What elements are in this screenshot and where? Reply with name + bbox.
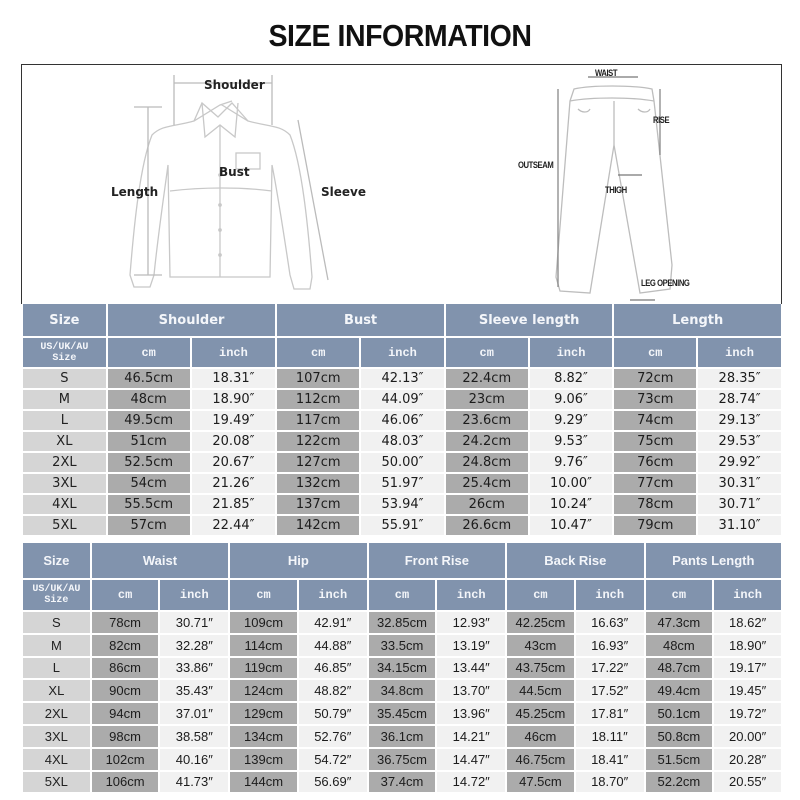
unit-cm: cm bbox=[230, 580, 297, 610]
cm-value-cell: 142cm bbox=[277, 516, 359, 535]
group-header-front-rise: Front Rise bbox=[369, 543, 505, 578]
group-header-bust: Bust bbox=[277, 304, 444, 336]
size-cell: M bbox=[23, 390, 106, 409]
page-title: SIZE INFORMATION bbox=[268, 18, 532, 53]
cm-value-cell: 47.3cm bbox=[646, 612, 713, 633]
cm-value-cell: 107cm bbox=[277, 369, 359, 388]
inch-value-cell: 30.71″ bbox=[160, 612, 228, 633]
unit-cm: cm bbox=[277, 338, 359, 367]
cm-value-cell: 51.5cm bbox=[646, 749, 713, 770]
table-row bbox=[23, 749, 781, 770]
inch-value-cell: 13.19″ bbox=[437, 635, 505, 656]
size-header: Size bbox=[23, 304, 106, 336]
inch-value-cell: 18.90″ bbox=[192, 390, 276, 409]
size-cell: L bbox=[23, 411, 106, 430]
inch-value-cell: 19.72″ bbox=[714, 703, 781, 724]
shirt-drawing bbox=[130, 75, 328, 289]
inch-value-cell: 46.06″ bbox=[361, 411, 444, 430]
cm-value-cell: 37.4cm bbox=[369, 772, 436, 793]
unit-cm: cm bbox=[446, 338, 528, 367]
group-header-pants-length: Pants Length bbox=[646, 543, 781, 578]
table-row bbox=[23, 453, 781, 472]
inch-value-cell: 40.16″ bbox=[160, 749, 228, 770]
inch-value-cell: 19.17″ bbox=[714, 658, 781, 679]
group-header-row bbox=[23, 543, 781, 578]
cm-value-cell: 82cm bbox=[92, 635, 159, 656]
cm-value-cell: 54cm bbox=[108, 474, 190, 493]
inch-value-cell: 35.43″ bbox=[160, 680, 228, 701]
inch-value-cell: 18.11″ bbox=[576, 726, 644, 747]
inch-value-cell: 46.85″ bbox=[299, 658, 367, 679]
cm-value-cell: 50.1cm bbox=[646, 703, 713, 724]
unit-inch: inch bbox=[160, 580, 228, 610]
cm-value-cell: 102cm bbox=[92, 749, 159, 770]
label-waist: WAIST bbox=[595, 68, 618, 78]
inch-value-cell: 31.10″ bbox=[698, 516, 781, 535]
cm-value-cell: 46.75cm bbox=[507, 749, 574, 770]
unit-header-row bbox=[23, 580, 781, 610]
label-bust: Bust bbox=[219, 165, 250, 179]
size-cell: 2XL bbox=[23, 703, 90, 724]
cm-value-cell: 127cm bbox=[277, 453, 359, 472]
inch-value-cell: 56.69″ bbox=[299, 772, 367, 793]
cm-value-cell: 114cm bbox=[230, 635, 297, 656]
size-cell: 4XL bbox=[23, 495, 106, 514]
group-header-row bbox=[23, 304, 781, 336]
cm-value-cell: 36.1cm bbox=[369, 726, 436, 747]
label-length: Length bbox=[111, 185, 159, 199]
inch-value-cell: 18.62″ bbox=[714, 612, 781, 633]
unit-inch: inch bbox=[714, 580, 781, 610]
size-subheader-line2: Size bbox=[44, 595, 69, 606]
size-cell: S bbox=[23, 369, 106, 388]
inch-value-cell: 28.74″ bbox=[698, 390, 781, 409]
inch-value-cell: 51.97″ bbox=[361, 474, 444, 493]
cm-value-cell: 42.25cm bbox=[507, 612, 574, 633]
unit-header-row bbox=[23, 338, 781, 367]
cm-value-cell: 45.25cm bbox=[507, 703, 574, 724]
cm-value-cell: 48cm bbox=[108, 390, 190, 409]
cm-value-cell: 32.85cm bbox=[369, 612, 436, 633]
table-row bbox=[23, 516, 781, 535]
cm-value-cell: 86cm bbox=[92, 658, 159, 679]
table-row bbox=[23, 411, 781, 430]
cm-value-cell: 47.5cm bbox=[507, 772, 574, 793]
inch-value-cell: 21.26″ bbox=[192, 474, 276, 493]
size-cell: 5XL bbox=[23, 772, 90, 793]
cm-value-cell: 144cm bbox=[230, 772, 297, 793]
cm-value-cell: 44.5cm bbox=[507, 680, 574, 701]
cm-value-cell: 78cm bbox=[92, 612, 159, 633]
size-cell: XL bbox=[23, 680, 90, 701]
size-cell: 2XL bbox=[23, 453, 106, 472]
table-row bbox=[23, 369, 781, 388]
cm-value-cell: 124cm bbox=[230, 680, 297, 701]
table-row bbox=[23, 635, 781, 656]
inch-value-cell: 20.67″ bbox=[192, 453, 276, 472]
group-header-length: Length bbox=[614, 304, 781, 336]
table-row bbox=[23, 390, 781, 409]
inch-value-cell: 21.85″ bbox=[192, 495, 276, 514]
unit-inch: inch bbox=[437, 580, 505, 610]
shirt-size-table bbox=[21, 302, 783, 537]
inch-value-cell: 30.31″ bbox=[698, 474, 781, 493]
size-cell: M bbox=[23, 635, 90, 656]
cm-value-cell: 48.7cm bbox=[646, 658, 713, 679]
inch-value-cell: 44.88″ bbox=[299, 635, 367, 656]
unit-inch: inch bbox=[361, 338, 444, 367]
cm-value-cell: 49.5cm bbox=[108, 411, 190, 430]
inch-value-cell: 18.70″ bbox=[576, 772, 644, 793]
cm-value-cell: 117cm bbox=[277, 411, 359, 430]
size-cell: 3XL bbox=[23, 726, 90, 747]
group-header-shoulder: Shoulder bbox=[108, 304, 276, 336]
inch-value-cell: 52.76″ bbox=[299, 726, 367, 747]
table-row bbox=[23, 658, 781, 679]
inch-value-cell: 14.47″ bbox=[437, 749, 505, 770]
size-subheader-line2: Size bbox=[52, 352, 77, 364]
cm-value-cell: 132cm bbox=[277, 474, 359, 493]
cm-value-cell: 26cm bbox=[446, 495, 528, 514]
cm-value-cell: 46cm bbox=[507, 726, 574, 747]
size-cell: XL bbox=[23, 432, 106, 451]
inch-value-cell: 50.00″ bbox=[361, 453, 444, 472]
cm-value-cell: 36.75cm bbox=[369, 749, 436, 770]
inch-value-cell: 13.70″ bbox=[437, 680, 505, 701]
cm-value-cell: 109cm bbox=[230, 612, 297, 633]
cm-value-cell: 55.5cm bbox=[108, 495, 190, 514]
inch-value-cell: 20.08″ bbox=[192, 432, 276, 451]
table-row bbox=[23, 432, 781, 451]
cm-value-cell: 22.4cm bbox=[446, 369, 528, 388]
inch-value-cell: 29.13″ bbox=[698, 411, 781, 430]
group-header-sleeve-length: Sleeve length bbox=[446, 304, 613, 336]
size-cell: S bbox=[23, 612, 90, 633]
table-row bbox=[23, 680, 781, 701]
unit-cm: cm bbox=[507, 580, 574, 610]
inch-value-cell: 14.21″ bbox=[437, 726, 505, 747]
inch-value-cell: 12.93″ bbox=[437, 612, 505, 633]
inch-value-cell: 41.73″ bbox=[160, 772, 228, 793]
inch-value-cell: 38.58″ bbox=[160, 726, 228, 747]
inch-value-cell: 18.90″ bbox=[714, 635, 781, 656]
cm-value-cell: 119cm bbox=[230, 658, 297, 679]
size-cell: 3XL bbox=[23, 474, 106, 493]
inch-value-cell: 14.72″ bbox=[437, 772, 505, 793]
label-outseam: OUTSEAM bbox=[518, 160, 554, 170]
inch-value-cell: 19.49″ bbox=[192, 411, 276, 430]
cm-value-cell: 52.5cm bbox=[108, 453, 190, 472]
inch-value-cell: 18.41″ bbox=[576, 749, 644, 770]
cm-value-cell: 112cm bbox=[277, 390, 359, 409]
inch-value-cell: 9.06″ bbox=[530, 390, 613, 409]
unit-inch: inch bbox=[698, 338, 781, 367]
inch-value-cell: 20.55″ bbox=[714, 772, 781, 793]
cm-value-cell: 34.15cm bbox=[369, 658, 436, 679]
inch-value-cell: 28.35″ bbox=[698, 369, 781, 388]
inch-value-cell: 16.93″ bbox=[576, 635, 644, 656]
unit-cm: cm bbox=[108, 338, 190, 367]
inch-value-cell: 29.92″ bbox=[698, 453, 781, 472]
cm-value-cell: 33.5cm bbox=[369, 635, 436, 656]
inch-value-cell: 53.94″ bbox=[361, 495, 444, 514]
inch-value-cell: 17.22″ bbox=[576, 658, 644, 679]
cm-value-cell: 106cm bbox=[92, 772, 159, 793]
cm-value-cell: 78cm bbox=[614, 495, 696, 514]
inch-value-cell: 33.86″ bbox=[160, 658, 228, 679]
unit-inch: inch bbox=[576, 580, 644, 610]
inch-value-cell: 29.53″ bbox=[698, 432, 781, 451]
unit-cm: cm bbox=[646, 580, 713, 610]
measurement-diagram bbox=[21, 64, 782, 304]
inch-value-cell: 16.63″ bbox=[576, 612, 644, 633]
cm-value-cell: 72cm bbox=[614, 369, 696, 388]
inch-value-cell: 8.82″ bbox=[530, 369, 613, 388]
unit-inch: inch bbox=[530, 338, 613, 367]
pants-table-body bbox=[23, 612, 781, 792]
inch-value-cell: 42.91″ bbox=[299, 612, 367, 633]
group-header-hip: Hip bbox=[230, 543, 366, 578]
cm-value-cell: 34.8cm bbox=[369, 680, 436, 701]
inch-value-cell: 42.13″ bbox=[361, 369, 444, 388]
inch-value-cell: 18.31″ bbox=[192, 369, 276, 388]
cm-value-cell: 57cm bbox=[108, 516, 190, 535]
cm-value-cell: 50.8cm bbox=[646, 726, 713, 747]
unit-cm: cm bbox=[369, 580, 436, 610]
inch-value-cell: 55.91″ bbox=[361, 516, 444, 535]
cm-value-cell: 48cm bbox=[646, 635, 713, 656]
cm-value-cell: 122cm bbox=[277, 432, 359, 451]
inch-value-cell: 10.47″ bbox=[530, 516, 613, 535]
inch-value-cell: 44.09″ bbox=[361, 390, 444, 409]
group-header-back-rise: Back Rise bbox=[507, 543, 643, 578]
cm-value-cell: 43.75cm bbox=[507, 658, 574, 679]
inch-value-cell: 48.03″ bbox=[361, 432, 444, 451]
inch-value-cell: 37.01″ bbox=[160, 703, 228, 724]
size-subheader-line1: US/UK/AU bbox=[32, 584, 81, 595]
inch-value-cell: 54.72″ bbox=[299, 749, 367, 770]
inch-value-cell: 9.76″ bbox=[530, 453, 613, 472]
inch-value-cell: 13.44″ bbox=[437, 658, 505, 679]
cm-value-cell: 90cm bbox=[92, 680, 159, 701]
group-header-waist: Waist bbox=[92, 543, 228, 578]
label-thigh: THIGH bbox=[605, 185, 627, 195]
label-rise: RISE bbox=[653, 115, 670, 125]
pants-size-table bbox=[21, 541, 783, 794]
cm-value-cell: 77cm bbox=[614, 474, 696, 493]
inch-value-cell: 30.71″ bbox=[698, 495, 781, 514]
cm-value-cell: 24.2cm bbox=[446, 432, 528, 451]
inch-value-cell: 17.81″ bbox=[576, 703, 644, 724]
inch-value-cell: 9.53″ bbox=[530, 432, 613, 451]
inch-value-cell: 22.44″ bbox=[192, 516, 276, 535]
size-header: Size bbox=[23, 543, 90, 578]
size-subheader-line1: US/UK/AU bbox=[40, 341, 89, 353]
table-row bbox=[23, 495, 781, 514]
cm-value-cell: 137cm bbox=[277, 495, 359, 514]
inch-value-cell: 10.24″ bbox=[530, 495, 613, 514]
cm-value-cell: 25.4cm bbox=[446, 474, 528, 493]
unit-cm: cm bbox=[614, 338, 696, 367]
cm-value-cell: 49.4cm bbox=[646, 680, 713, 701]
table-row bbox=[23, 474, 781, 493]
cm-value-cell: 75cm bbox=[614, 432, 696, 451]
cm-value-cell: 46.5cm bbox=[108, 369, 190, 388]
table-row bbox=[23, 726, 781, 747]
unit-inch: inch bbox=[192, 338, 276, 367]
shirt-table-body bbox=[23, 369, 781, 535]
size-cell: 5XL bbox=[23, 516, 106, 535]
size-cell: L bbox=[23, 658, 90, 679]
inch-value-cell: 13.96″ bbox=[437, 703, 505, 724]
table-row bbox=[23, 703, 781, 724]
cm-value-cell: 43cm bbox=[507, 635, 574, 656]
label-leg-opening: LEG OPENING bbox=[641, 278, 690, 288]
inch-value-cell: 32.28″ bbox=[160, 635, 228, 656]
cm-value-cell: 139cm bbox=[230, 749, 297, 770]
inch-value-cell: 17.52″ bbox=[576, 680, 644, 701]
cm-value-cell: 52.2cm bbox=[646, 772, 713, 793]
inch-value-cell: 20.28″ bbox=[714, 749, 781, 770]
cm-value-cell: 23.6cm bbox=[446, 411, 528, 430]
inch-value-cell: 10.00″ bbox=[530, 474, 613, 493]
cm-value-cell: 51cm bbox=[108, 432, 190, 451]
inch-value-cell: 9.29″ bbox=[530, 411, 613, 430]
inch-value-cell: 50.79″ bbox=[299, 703, 367, 724]
cm-value-cell: 134cm bbox=[230, 726, 297, 747]
cm-value-cell: 35.45cm bbox=[369, 703, 436, 724]
cm-value-cell: 94cm bbox=[92, 703, 159, 724]
cm-value-cell: 73cm bbox=[614, 390, 696, 409]
cm-value-cell: 98cm bbox=[92, 726, 159, 747]
inch-value-cell: 19.45″ bbox=[714, 680, 781, 701]
label-shoulder: Shoulder bbox=[204, 78, 265, 92]
inch-value-cell: 48.82″ bbox=[299, 680, 367, 701]
size-subheader bbox=[23, 338, 106, 367]
cm-value-cell: 74cm bbox=[614, 411, 696, 430]
label-sleeve: Sleeve bbox=[321, 185, 366, 199]
table-row bbox=[23, 612, 781, 633]
table-row bbox=[23, 772, 781, 793]
cm-value-cell: 76cm bbox=[614, 453, 696, 472]
cm-value-cell: 26.6cm bbox=[446, 516, 528, 535]
size-cell: 4XL bbox=[23, 749, 90, 770]
unit-cm: cm bbox=[92, 580, 159, 610]
cm-value-cell: 24.8cm bbox=[446, 453, 528, 472]
cm-value-cell: 79cm bbox=[614, 516, 696, 535]
cm-value-cell: 23cm bbox=[446, 390, 528, 409]
size-subheader bbox=[23, 580, 90, 610]
cm-value-cell: 129cm bbox=[230, 703, 297, 724]
unit-inch: inch bbox=[299, 580, 367, 610]
inch-value-cell: 20.00″ bbox=[714, 726, 781, 747]
